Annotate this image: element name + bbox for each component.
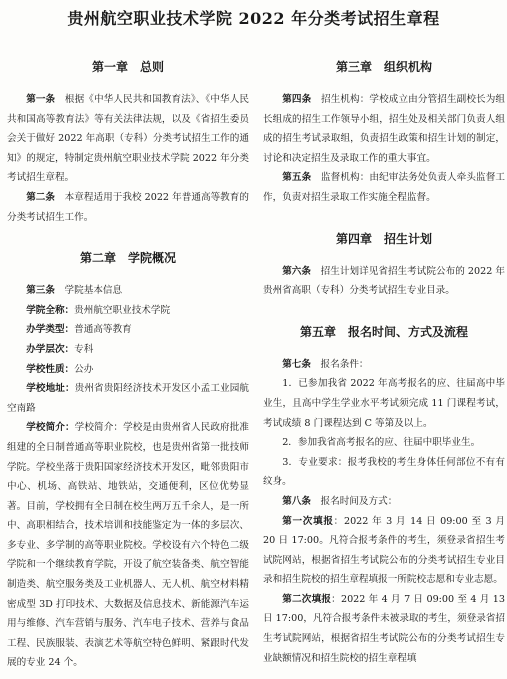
info-name-value: 贵州航空职业技术学院 bbox=[74, 304, 171, 316]
article-5 bbox=[263, 168, 505, 207]
article-8-text: 报名时间及方式： bbox=[310, 495, 398, 507]
article-4-label: 第四条 bbox=[282, 94, 312, 105]
article-8 bbox=[263, 492, 505, 512]
info-address bbox=[7, 379, 249, 418]
info-nature-value: 公办 bbox=[74, 363, 94, 375]
article-6-text: 招生计划详见省招生考试院公布的 2022 年贵州省高职（专科）分类考试招生专业目录。 bbox=[263, 265, 506, 297]
article-1-label: 第一条 bbox=[26, 94, 56, 105]
article-2 bbox=[7, 188, 249, 227]
info-address-label: 学校地址： bbox=[26, 383, 75, 395]
info-intro-value: 学校简介：学校是由贵州省人民政府批准组建的全日制普通高等职业院校，也是贵州省第一批技师学院。学校坐落于贵阳国家经济技术开发区，毗邻贵阳市中心、机场、高铁站、地铁站，交通便利，区位优势显著。目前，学校拥有全日制在校生两万五千余人，是一所中、高职相结合，技术培训和技能鉴定为一体的多层次、多专业、多学制的高等职业院校。学校设有六个特色二级学院和一个继续教育学院，开设了航空装备类、航空智能制造类、航空服务类及工业机器人、无人机、航空材料精密成型 3D 打印技术、大数据及信息技术、新能源汽车运用与维修、汽车营销与服务、汽车电子技术、营养与食品工程、民族服装、表演艺术等航空特色鲜明、紧跟时代发展的专业 24 个。 bbox=[7, 422, 250, 669]
info-type-label: 办学类型： bbox=[26, 324, 75, 336]
article-3-text: 学院基本信息 bbox=[54, 285, 123, 297]
document-title: 贵州航空职业技术学院 2022 年分类考试招生章程 bbox=[67, 9, 440, 28]
info-intro-label: 学校简介： bbox=[26, 422, 75, 434]
fill-round-1-label: 第一次填报 bbox=[282, 515, 334, 527]
fill-round-2-label: 第二次填报 bbox=[282, 593, 332, 605]
right-column bbox=[263, 56, 505, 668]
article-7-label: 第七条 bbox=[282, 358, 311, 370]
info-level bbox=[7, 340, 249, 360]
info-type-value: 普通高等教育 bbox=[74, 324, 132, 336]
info-intro bbox=[7, 418, 249, 673]
article-4 bbox=[263, 90, 505, 168]
article-3 bbox=[7, 281, 249, 301]
info-name bbox=[7, 301, 249, 321]
info-level-label: 办学层次： bbox=[26, 343, 75, 355]
chapter-2-heading: 第二章 学院概况 bbox=[79, 251, 176, 266]
condition-3: 3．专业要求：报考我校的考生身体任何部位不有有纹身。 bbox=[263, 456, 505, 488]
info-nature bbox=[7, 360, 249, 380]
chapter-5-heading: 第五章 报名时间、方式及流程 bbox=[299, 324, 468, 339]
info-level-value: 专科 bbox=[74, 343, 94, 355]
info-address-value: 贵州省贵阳经济技术开发区小孟工业园航空南路 bbox=[7, 383, 250, 414]
article-5-label: 第五条 bbox=[282, 172, 312, 184]
article-2-text: 本章程适用于我校 2022 年普通高等教育的分类考试招生工作。 bbox=[7, 191, 250, 223]
article-2-label: 第二条 bbox=[26, 191, 56, 203]
fill-round-2 bbox=[263, 590, 505, 668]
article-7-text: 报名条件： bbox=[310, 358, 369, 370]
fill-round-1-text: ：2022 年 3 月 14 日 09:00 至 3 月 20 日 17:00。凡符合报考条件的考生，须登录省招生考试院网站，根据省招生考试院公布的分类考试招生专业目录和招生院校的招生章程填报一所院校志愿和专业志愿。 bbox=[263, 515, 505, 586]
article-7 bbox=[263, 355, 505, 375]
info-nature-label: 学校性质： bbox=[26, 363, 75, 375]
info-type bbox=[7, 320, 249, 340]
chapter-3-heading: 第三章 组织机构 bbox=[335, 60, 432, 74]
article-3-label: 第三条 bbox=[26, 285, 55, 297]
info-name-label: 学院全称： bbox=[26, 304, 75, 316]
condition-2: 2．参加我省高考报名的应、往届中职毕业生。 bbox=[282, 437, 481, 449]
article-6 bbox=[263, 262, 505, 301]
article-5-text: 监督机构：由纪审法务处负责人牵头监督工作，负责对招生录取工作实施全程监督。 bbox=[263, 172, 506, 203]
article-6-label: 第六条 bbox=[282, 265, 312, 277]
article-4-text: 招生机构：学校成立由分管招生副校长为组长组成的招生工作领导小组，招生处及相关部门负责人组成的招生考试录取组，负责招生政策和招生计划的制定，讨论和决定招生及录取工作的重大事宜。 bbox=[263, 94, 506, 164]
article-8-label: 第八条 bbox=[282, 495, 311, 507]
article-1-text: 根据《中华人民共和国教育法》、《中华人民共和国高等教育法》等有关法律法规，以及《省招生委员会关于做好 2022 年高职（专科）分类考试招生工作的通知》的规定，特制定贵州航空职业技术学院 2022 年分类考试招生章程。 bbox=[7, 94, 249, 184]
condition-1: 1．已参加我省 2022 年高考报名的应、往届高中毕业生，且高中学生学业水平考试须完成 11 门课程考试，考试成绩 8 门课程达到 C 等第及以上。 bbox=[263, 378, 505, 429]
article-1 bbox=[7, 90, 249, 188]
fill-round-1 bbox=[263, 512, 505, 590]
chapter-1-heading: 第一章 总则 bbox=[91, 60, 164, 74]
fill-round-2-text: ：2022 年 4 月 7 日 09:00 至 4 月 13 日 17:00，凡符合报考条件未被录取的考生，须登录省招生考试院网站，根据省招生考试院公布的分类考试招生专业缺额情况和招生院校的招生章程填 bbox=[263, 593, 506, 664]
left-column bbox=[7, 56, 249, 673]
chapter-4-heading: 第四章 招生计划 bbox=[335, 231, 432, 246]
